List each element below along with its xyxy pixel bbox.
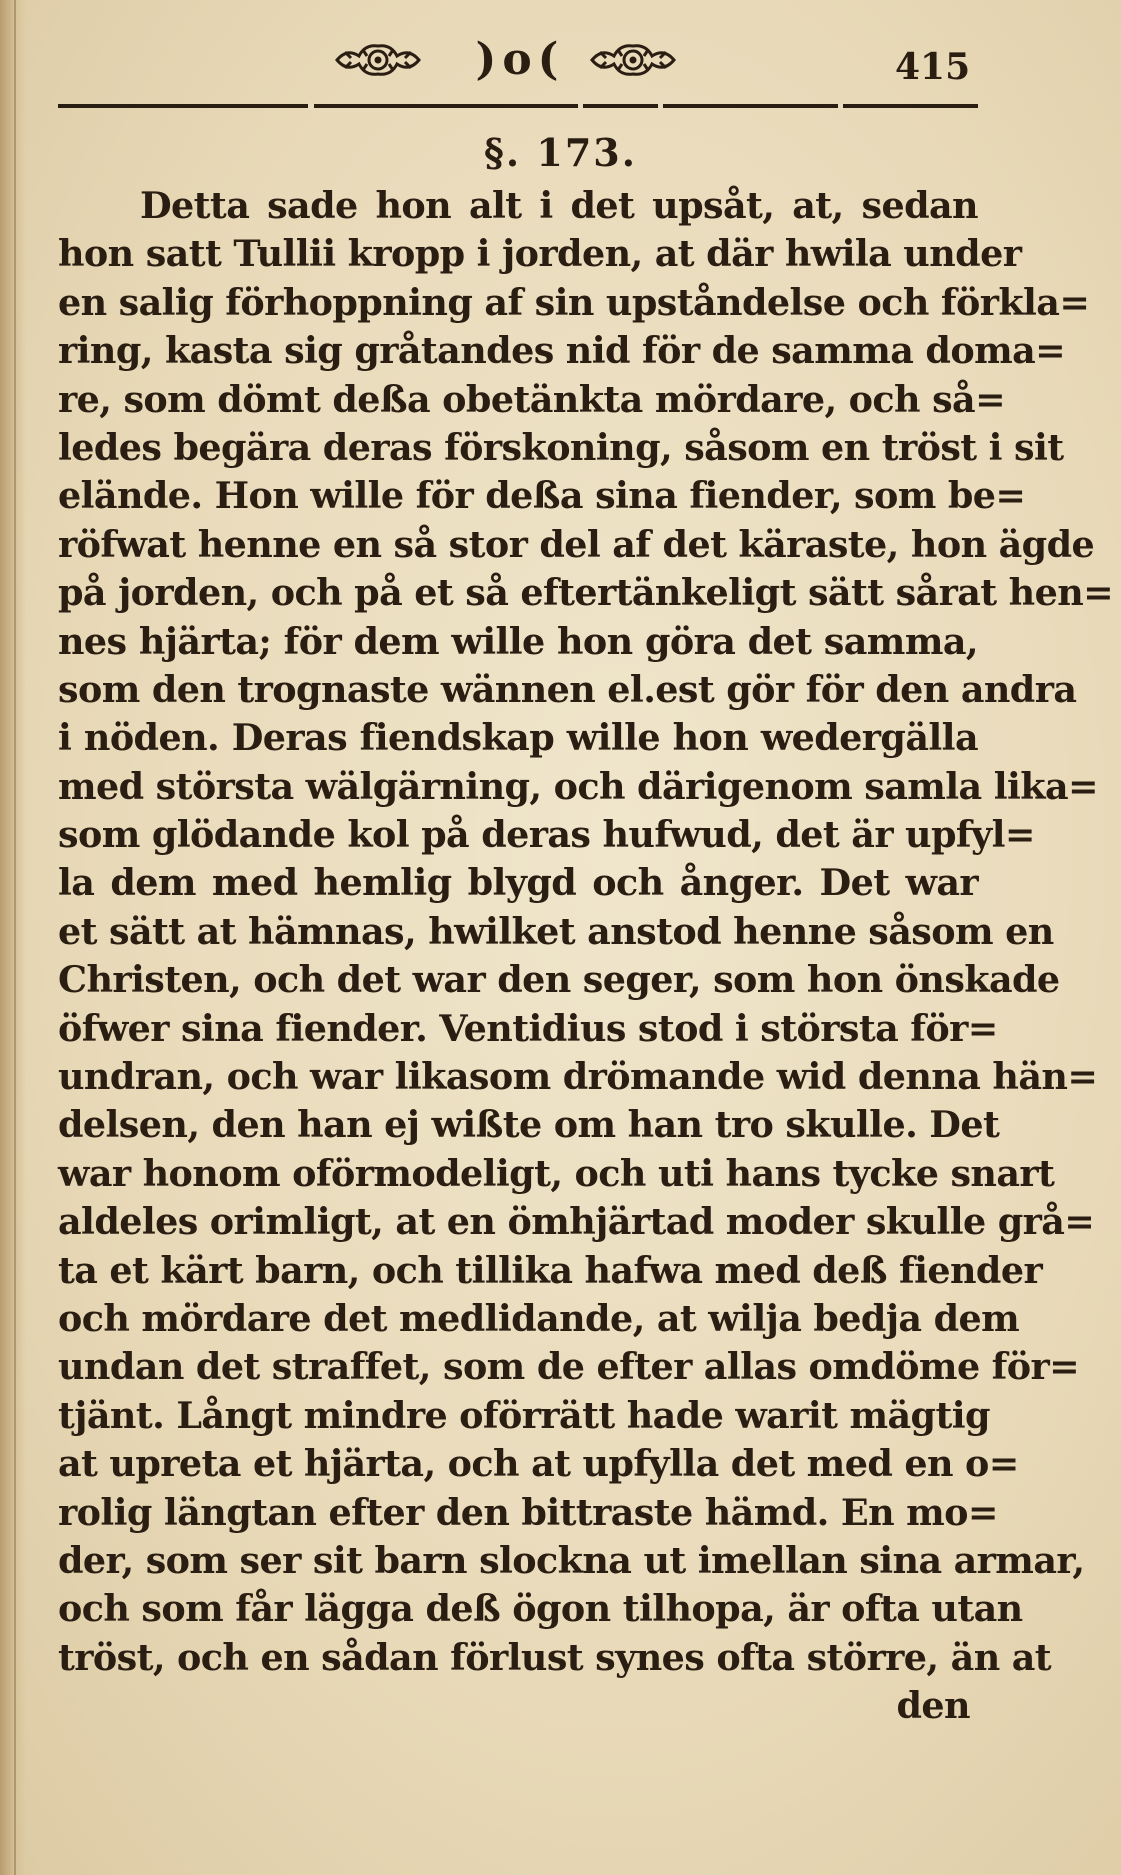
text-line: på jorden, och på et så eftertänkeligt sätt sårat hen= (58, 571, 1114, 615)
text-line: Detta sade hon alt i det upsåt, at, sedan (140, 184, 978, 227)
floral-ornament-icon (590, 38, 676, 82)
text-line: en salig förhoppning af sin upståndelse och förkla= (58, 280, 1090, 324)
text-line: med största wälgärning, och därigenom samla lika= (58, 764, 1098, 808)
text-line: som glödande kol på deras hufwud, det är upfyl= (58, 813, 1035, 857)
text-line: re, som dömt deßa obetänkta mördare, och så= (58, 377, 1006, 421)
section-heading: §. 173. (484, 130, 637, 175)
text-line: Christen, och det war den seger, som hon önskade (58, 958, 1060, 1002)
text-line: aldeles orimligt, at en ömhjärtad moder skulle grå= (58, 1200, 1095, 1244)
body-text (58, 182, 1114, 1731)
header-rule (58, 103, 978, 110)
text-line: rolig längtan efter den bittraste hämd. En mo= (58, 1490, 998, 1534)
text-line: och som får lägga deß ögon tilhopa, är ofta utan (58, 1587, 1023, 1631)
text-line: war honom oförmodeligt, och uti hans tycke snart (58, 1151, 1055, 1195)
page-gutter (0, 0, 26, 1875)
text-line: hon satt Tullii kropp i jorden, at där hwila under (58, 232, 1022, 276)
text-line: tjänt. Långt mindre oförrätt hade warit mägtig (58, 1393, 990, 1437)
page-header (60, 28, 980, 98)
running-head: )o( (475, 34, 565, 85)
text-line: nes hjärta; för dem wille hon göra det samma, (58, 619, 978, 663)
text-line: som den trognaste wännen el.est gör för den andra (58, 667, 1077, 711)
text-line: der, som ser sit barn slockna ut imellan sina armar, (58, 1538, 1085, 1582)
floral-ornament-icon (335, 38, 421, 82)
text-line: ring, kasta sig gråtandes nid för de samma doma= (58, 329, 1066, 373)
page-gutter-edge (14, 0, 16, 1875)
page-number: 415 (895, 46, 971, 88)
catchword: den (896, 1684, 970, 1728)
text-line: tröst, och en sådan förlust synes ofta större, än at (58, 1635, 1052, 1679)
text-line: delsen, den han ej wißte om han tro skulle. Det (58, 1103, 1000, 1147)
text-line: at upreta et hjärta, och at upfylla det med en o= (58, 1442, 1019, 1486)
text-line: elände. Hon wille för deßa sina fiender, som be= (58, 474, 1026, 518)
text-line: la dem med hemlig blygd och ånger. Det war (58, 861, 978, 905)
text-line: undran, och war likasom drömande wid denna hän= (58, 1055, 1098, 1099)
text-line: ledes begära deras förskoning, såsom en tröst i sit (58, 425, 1064, 469)
text-line: ta et kärt barn, och tillika hafwa med deß fiender (58, 1248, 1043, 1292)
text-line: och mördare det medlidande, at wilja bedja dem (58, 1296, 1020, 1340)
text-line: i nöden. Deras fiendskap wille hon wedergälla (58, 716, 978, 760)
text-line: öfwer sina fiender. Ventidius stod i största för= (58, 1006, 998, 1050)
text-line: röfwat henne en så stor del af det käraste, hon ägde (58, 522, 1095, 566)
text-line: undan det straffet, som de efter allas omdöme för= (58, 1345, 1080, 1389)
text-line: et sätt at hämnas, hwilket anstod henne såsom en (58, 909, 1054, 953)
